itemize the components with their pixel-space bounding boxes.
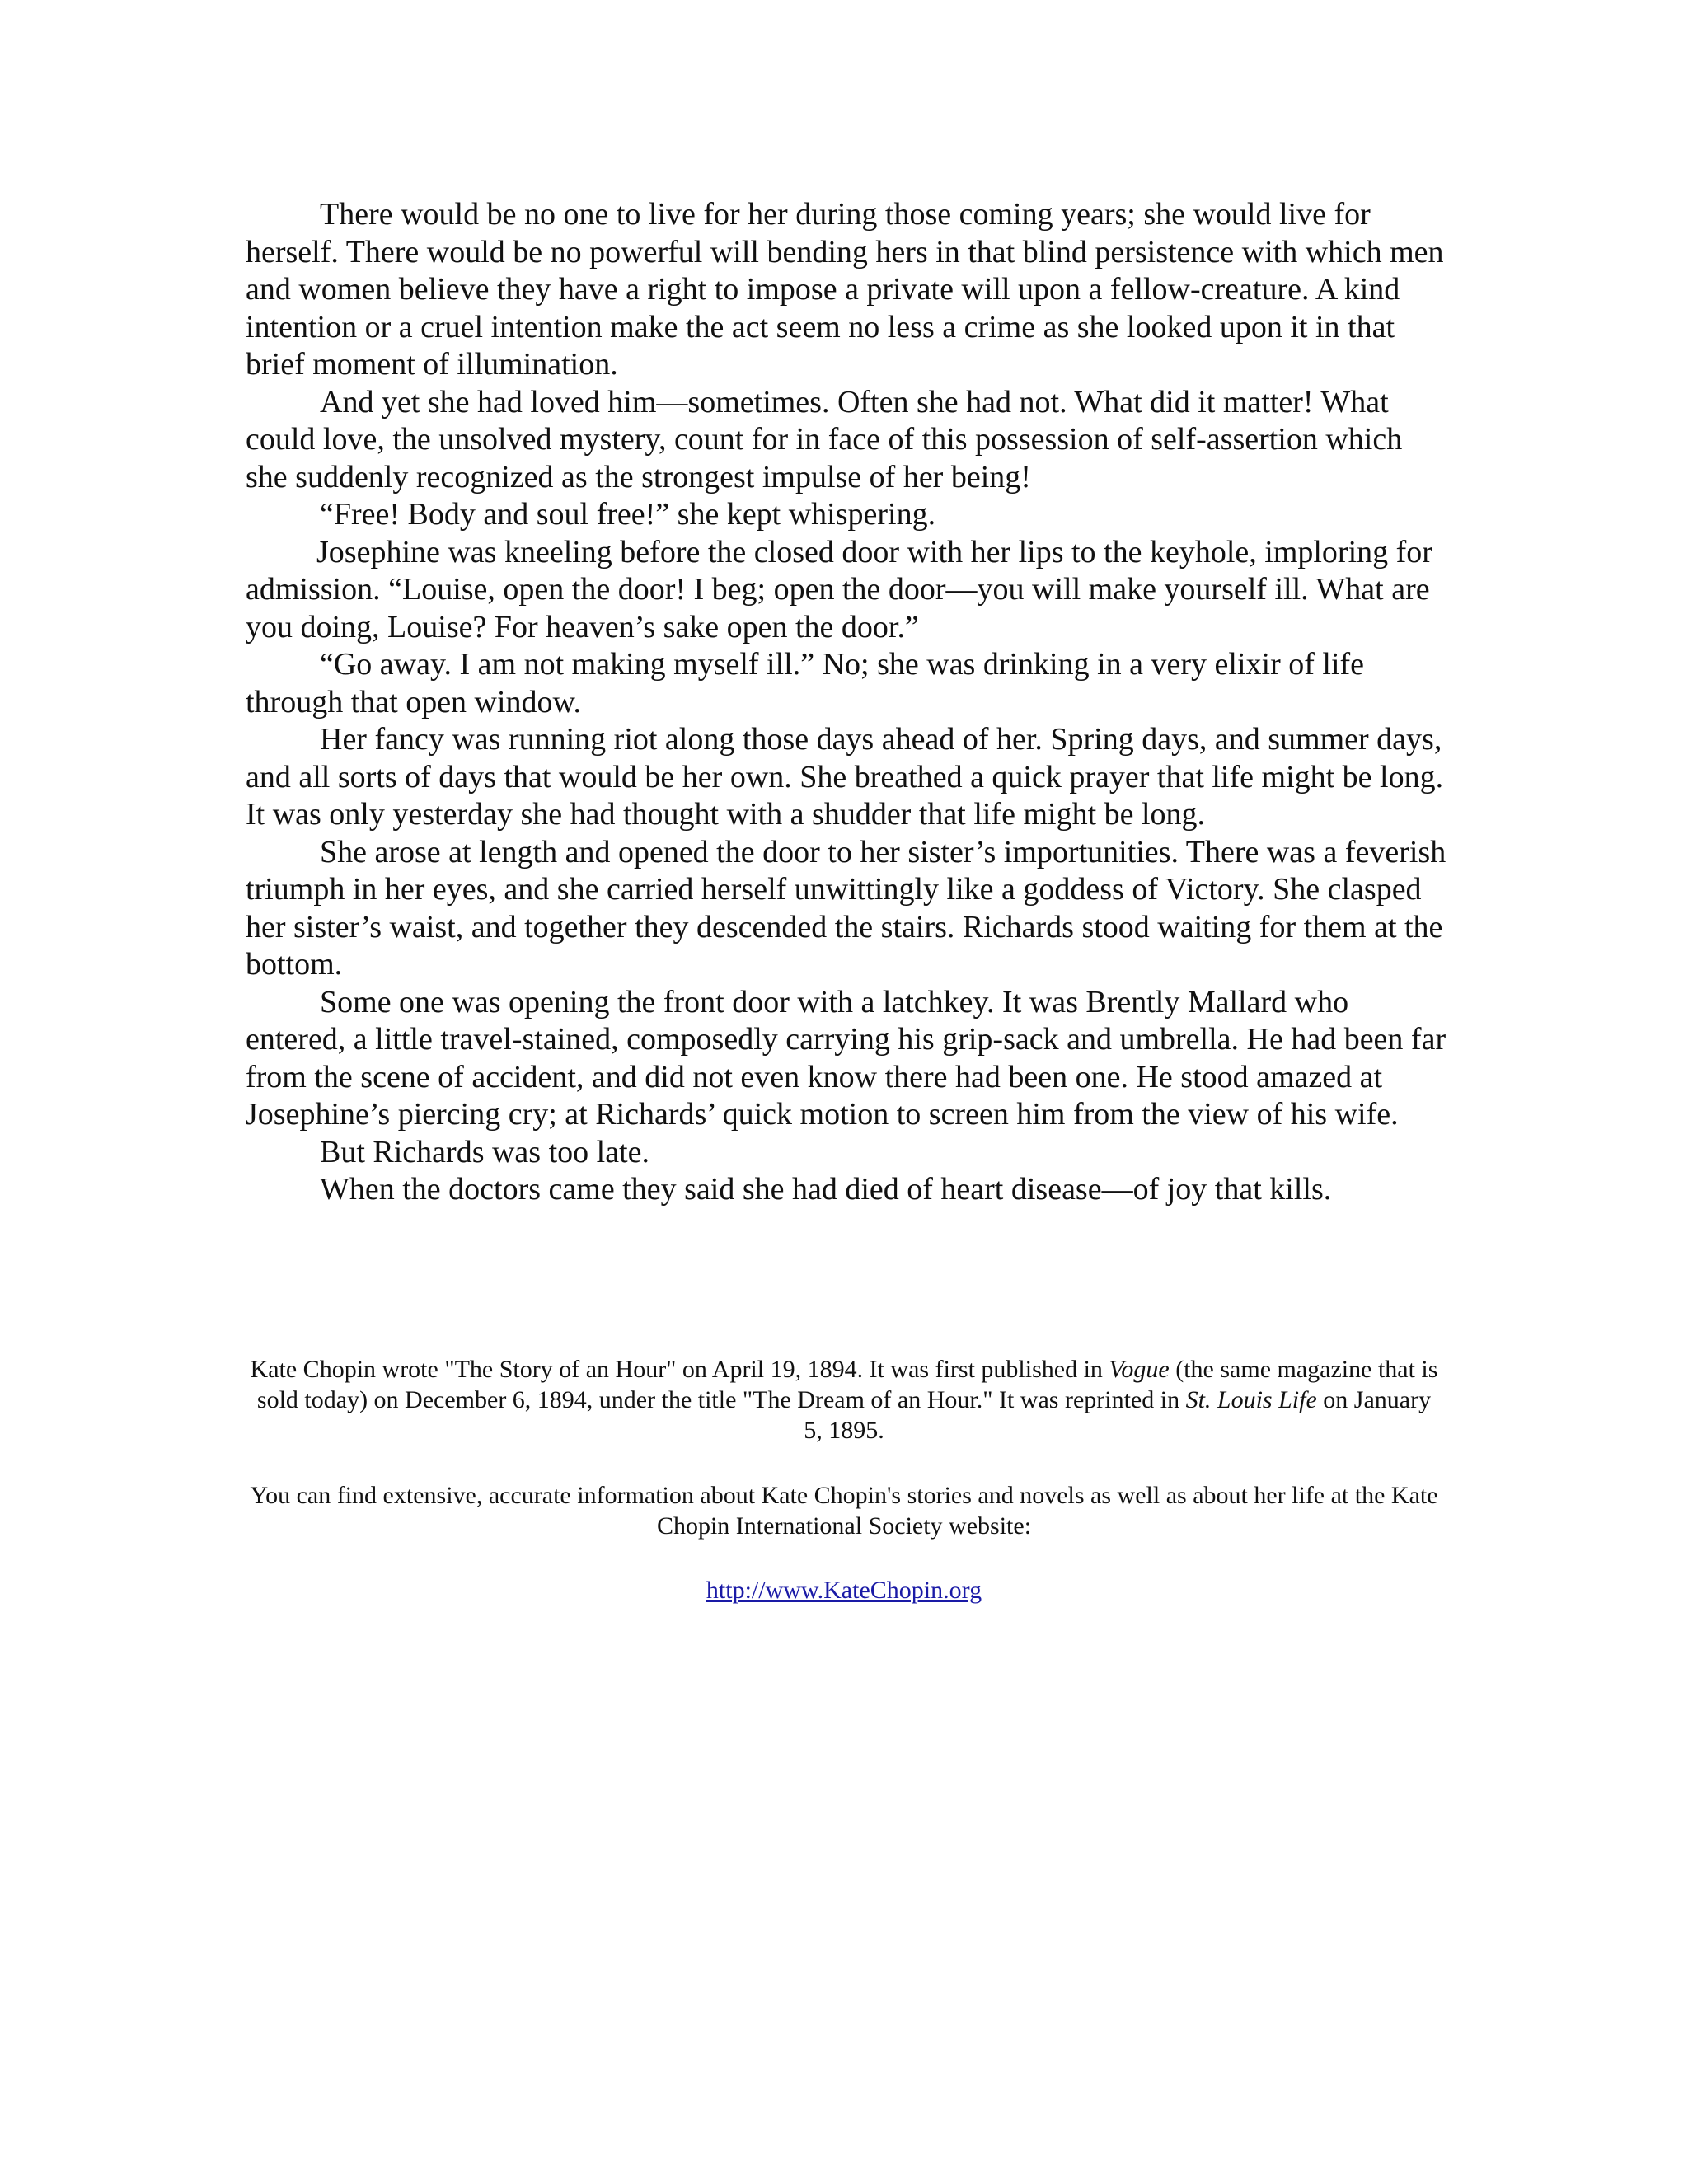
magazine-title-vogue: Vogue <box>1109 1356 1170 1383</box>
publication-note <box>246 1354 1442 1446</box>
society-note-text: You can find extensive, accurate information about Kate Chopin's stories and novels as well as about her life at the Kate Chopin International Society website: <box>250 1482 1438 1540</box>
story-paragraph: “Free! Body and soul free!” she kept whispering. <box>320 497 936 532</box>
note-text-part: Kate Chopin wrote "The Story of an Hour" on April 19, 1894. It was first published in <box>250 1356 1109 1383</box>
story-paragraph: When the doctors came they said she had died of heart disease—of joy that kills. <box>320 1172 1332 1207</box>
story-text <box>246 196 1449 1209</box>
story-paragraph: “Go away. I am not making myself ill.” No; she was drinking in a very elixir of life through that open window. <box>246 647 1365 719</box>
magazine-title-st-louis-life: St. Louis Life <box>1185 1386 1317 1413</box>
story-paragraph: Josephine was kneeling before the closed door with her lips to the keyhole, imploring for admission. “Louise, open the door! I beg; open the door—you will make yourself ill. What are you doing, Louise? For heaven’s sake open the door.” <box>246 534 1432 644</box>
story-paragraph: But Richards was too late. <box>320 1134 649 1169</box>
story-paragraph: Some one was opening the front door with a latchkey. It was Brently Mallard who entered, a little travel-stained, composedly carrying his grip-sack and umbrella. He had been far from the scene of accident, and did not even know there had been one. He stood amazed at Josephine’s piercing cry; at Richards’ quick motion to screen him from the view of his wife. <box>246 984 1447 1132</box>
story-paragraph: There would be no one to live for her during those coming years; she would live for herself. There would be no powerful will bending hers in that blind persistence with which men and women believe they have a right to impose a private will upon a fellow-creature. A kind intention or a cruel intention make the act seem no less a crime as she looked upon it in that brief moment of illumination. <box>246 197 1444 382</box>
story-paragraph: She arose at length and opened the door to her sister’s importunities. There was a feverish triumph in her eyes, and she carried herself unwittingly like a goddess of Victory. She clasped her sister’s waist, and together they descended the stairs. Richards stood waiting for them at the bottom. <box>246 834 1447 982</box>
note-text-part: on January 5, 1895. <box>804 1386 1432 1444</box>
website-link-block <box>246 1575 1442 1605</box>
story-paragraph: Her fancy was running riot along those days ahead of her. Spring days, and summer days, and all sorts of days that would be her own. She breathed a quick prayer that life might be long. It was only yesterday she had thought with a shudder that life might be long. <box>246 722 1444 832</box>
society-note <box>246 1480 1442 1541</box>
publication-note-text <box>246 1354 1442 1446</box>
story-paragraph: And yet she had loved him—sometimes. Often she had not. What did it matter! What could love, the unsolved mystery, count for in face of this possession of self-assertion which she suddenly recognized as the strongest impulse of her being! <box>246 384 1403 494</box>
society-website-link[interactable]: http://www.KateChopin.org <box>706 1577 982 1604</box>
note-text-part: (the same magazine that is sold today) on December 6, 1894, under the title "The Dream of an Hour." It was reprinted in <box>256 1356 1438 1413</box>
